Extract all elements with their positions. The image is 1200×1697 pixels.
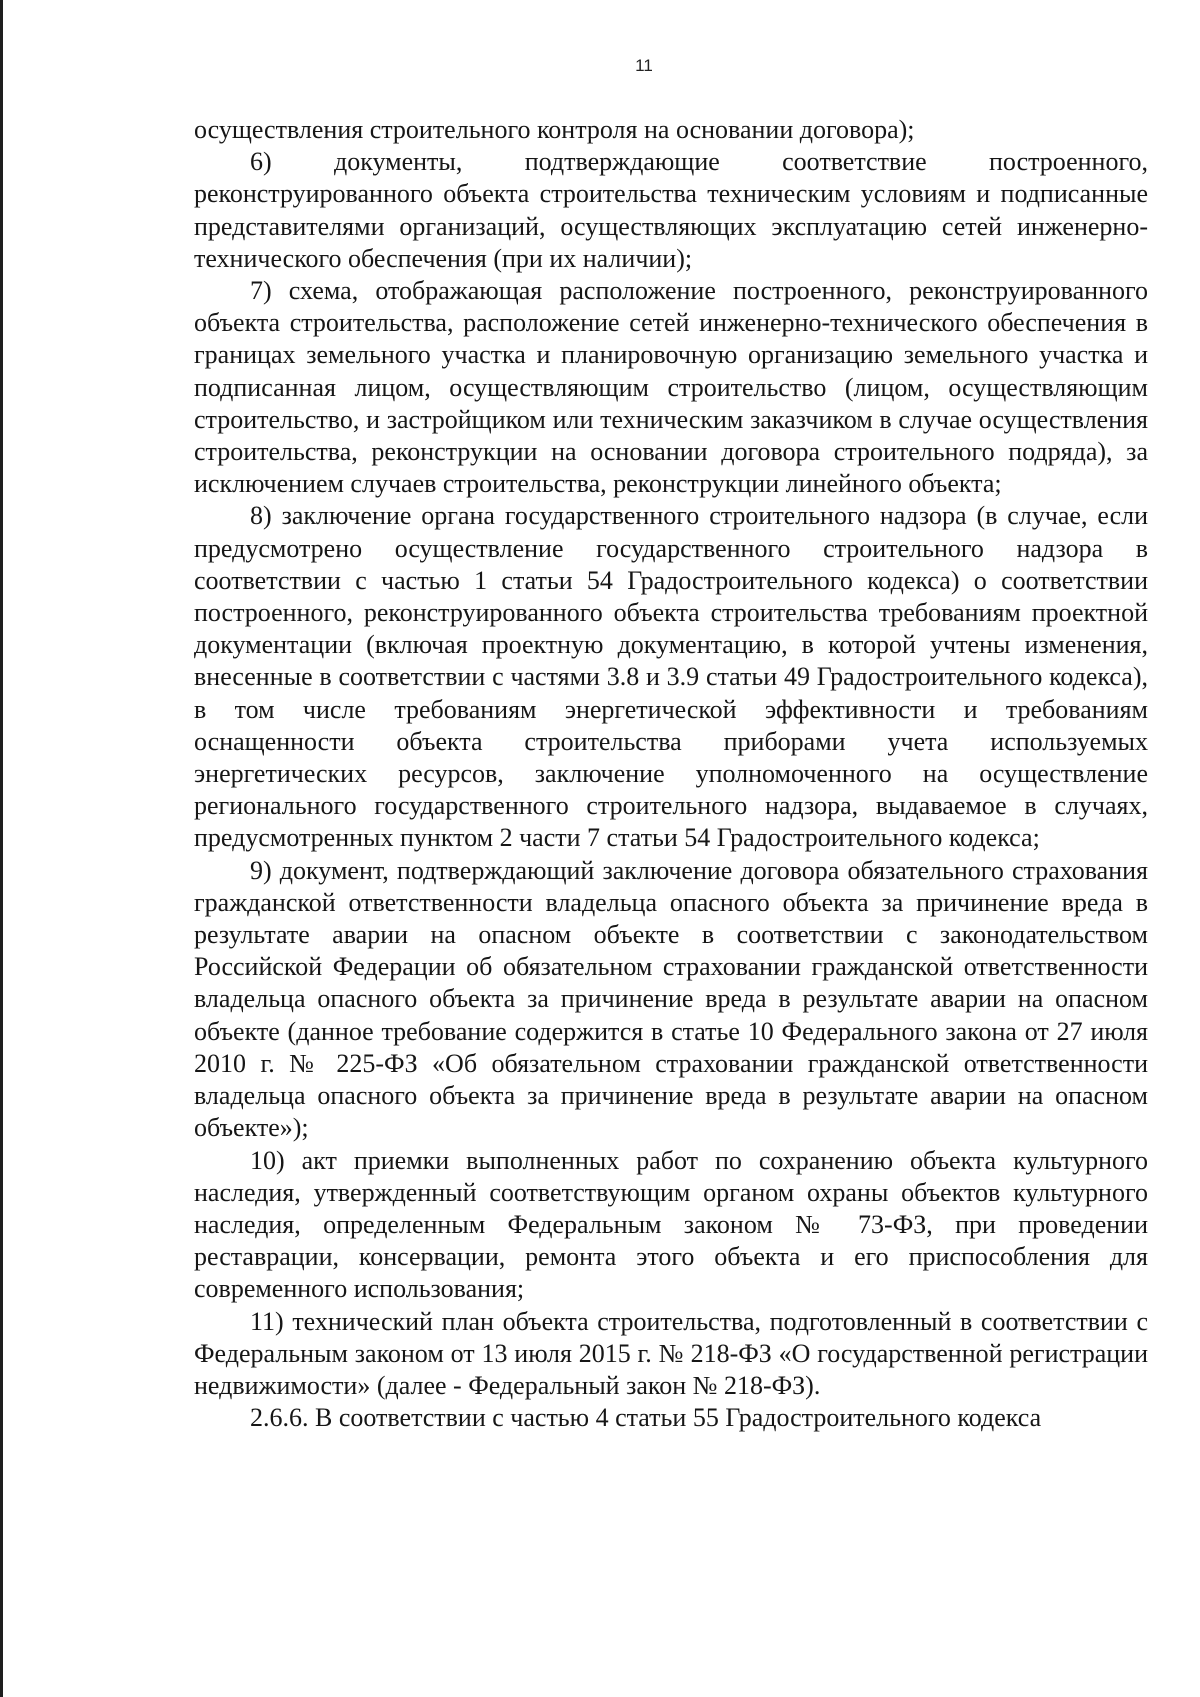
paragraph-section-2-6-6: 2.6.6. В соответствии с частью 4 статьи 55 Градостроительного кодекса: [250, 1403, 1042, 1433]
paragraph-item-11: 11) технический план объекта строительства, подготовленный в соответствии с Федеральным законом от 13 июля 2015 г. № 218-ФЗ «О государственной регистрации недвижимости» (далее - Федеральный закон № 218-ФЗ).: [194, 1306, 1148, 1400]
paragraph-item-9: 9) документ, подтверждающий заключение договора обязательного страхования гражданской ответственности владельца опасного объекта за причинение вреда в результате аварии на опасном объекте в соответствии с законодательством Российской Федерации об обязательном страховании гражданской ответственности владельца опасного объекта за причинение вреда в результате аварии на опасном объекте (данное требование содержится в статье 10 Федерального закона от 27 июля 2010 г. № 225-ФЗ «Об обязательном страховании гражданской ответственности владельца опасного объекта за причинение вреда в результате аварии на опасном объекте»);: [194, 855, 1148, 1143]
scan-left-edge: [0, 0, 3, 1697]
paragraph-continuation: осуществления строительного контроля на основании договора);: [194, 115, 915, 144]
document-body: [194, 114, 1148, 1434]
paragraph-item-10: 10) акт приемки выполненных работ по сохранению объекта культурного наследия, утвержденный соответствующим органом охраны объектов культурного наследия, определенным Федеральным законом № 73-ФЗ, при проведении реставрации, консервации, ремонта этого объекта и его приспособления для современного использования;: [194, 1145, 1148, 1304]
paragraph-item-7: 7) схема, отображающая расположение построенного, реконструированного объекта строительства, расположение сетей инженерно-технического обеспечения в границах земельного участка и планировочную организацию земельного участка и подписанная лицом, осуществляющим строительство (лицом, осуществляющим строительство, и застройщиком или техническим заказчиком в случае осуществления строительства, реконструкции на основании договора строительного подряда), за исключением случаев строительства, реконструкции линейного объекта;: [194, 276, 1148, 499]
paragraph-item-6: 6) документы, подтверждающие соответствие построенного, реконструированного объекта строительства техническим условиям и подписанные представителями организаций, осуществляющих эксплуатацию сетей инженерно-технического обеспечения (при их наличии);: [194, 147, 1148, 273]
paragraph-item-8: 8) заключение органа государственного строительного надзора (в случае, если предусмотрено осуществление государственного строительного надзора в соответствии с частью 1 статьи 54 Градостроительного кодекса) о соответствии построенного, реконструированного объекта строительства требованиям проектной документации (включая проектную документацию, в которой учтены изменения, внесенные в соответствии с частями 3.8 и 3.9 статьи 49 Градостроительного кодекса), в том числе требованиям энергетической эффективности и требованиям оснащенности объекта строительства приборами учета используемых энергетических ресурсов, заключение уполномоченного на осуществление регионального государственного строительного надзора, выдаваемое в случаях, предусмотренных пунктом 2 части 7 статьи 54 Градостроительного кодекса;: [194, 501, 1148, 853]
page-number: 11: [635, 56, 653, 75]
